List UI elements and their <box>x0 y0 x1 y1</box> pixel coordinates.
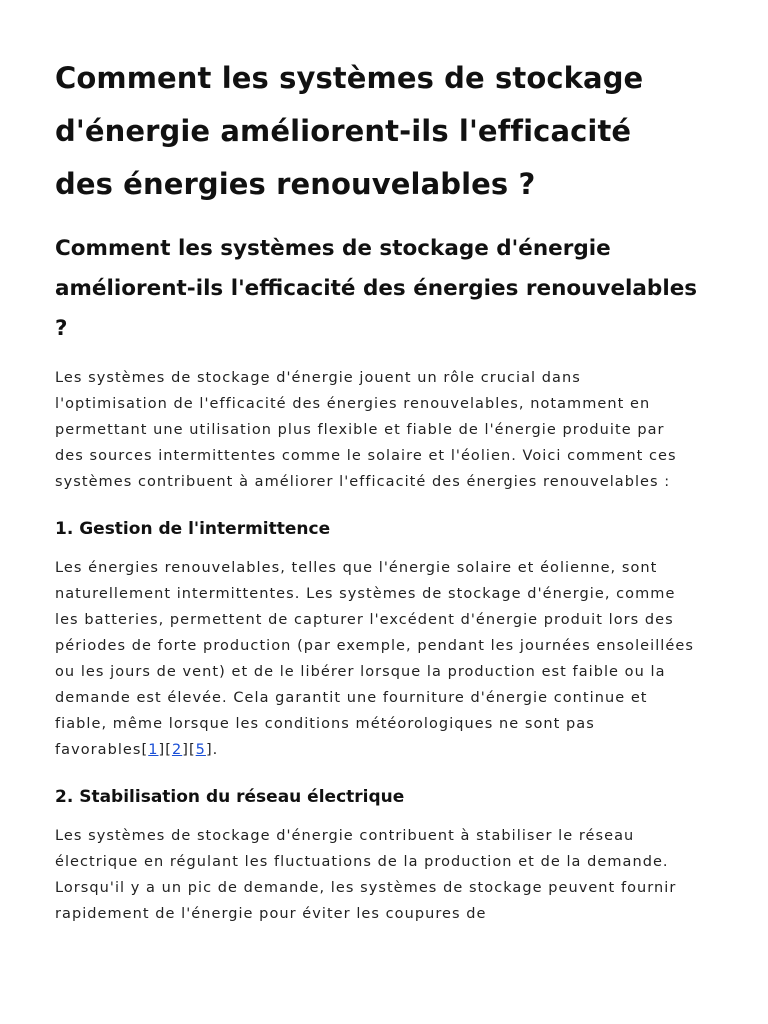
bracket-open: [ <box>141 742 149 758</box>
section-text: Les énergies renouvelables, telles que l'énergie solaire et éolienne, sont naturellement intermittentes. Les systèmes de stockage d'énergie, comme les batteries, permettent de capturer l'excédent d'énergie produit lors des périodes de forte production (par exemple, pendant les journées ensoleillées ou les jours de vent) et de le libérer lorsque la production est faible ou la demande est élevée. Cela garantit une fourniture d'énergie continue et fiable, même lorsque les conditions météorologiques ne sont pas favorables <box>55 560 694 758</box>
bracket-close: ] <box>182 742 189 758</box>
section-heading-intermittence: 1. Gestion de l'intermittence <box>55 519 331 539</box>
section-paragraph-intermittence <box>55 555 698 763</box>
bracket-close: ] <box>158 742 166 758</box>
sentence-end: . <box>212 742 219 758</box>
bracket-open: [ <box>165 742 172 758</box>
bracket-close: ] <box>205 742 213 758</box>
section-paragraph-stabilisation: Les systèmes de stockage d'énergie contribuent à stabiliser le réseau électrique en régulant les fluctuations de la production et de la demande. Lorsqu'il y a un pic de demande, les systèmes de stockage peuvent fournir rapidement de l'énergie pour éviter les coupures de <box>55 828 677 922</box>
section-heading-stabilisation: 2. Stabilisation du réseau électrique <box>55 787 405 807</box>
citation-link-5[interactable]: 5 <box>195 742 206 758</box>
intro-paragraph: Les systèmes de stockage d'énergie jouent un rôle crucial dans l'optimisation de l'efficacité des énergies renouvelables, notamment en permettant une utilisation plus flexible et fiable de l'énergie produite par des sources intermittentes comme le solaire et l'éolien. Voici comment ces systèmes contribuent à améliorer l'efficacité des énergies renouvelables : <box>55 370 677 490</box>
citation-link-1[interactable]: 1 <box>148 742 159 758</box>
citation-link-2[interactable]: 2 <box>171 742 183 758</box>
bracket-open: [ <box>188 742 196 758</box>
article-subtitle: Comment les systèmes de stockage d'énergie améliorent-ils l'efficacité des énergies renouvelables ? <box>55 236 698 341</box>
page-title: Comment les systèmes de stockage d'énergie améliorent-ils l'efficacité des énergies renouvelables ? <box>55 61 644 201</box>
